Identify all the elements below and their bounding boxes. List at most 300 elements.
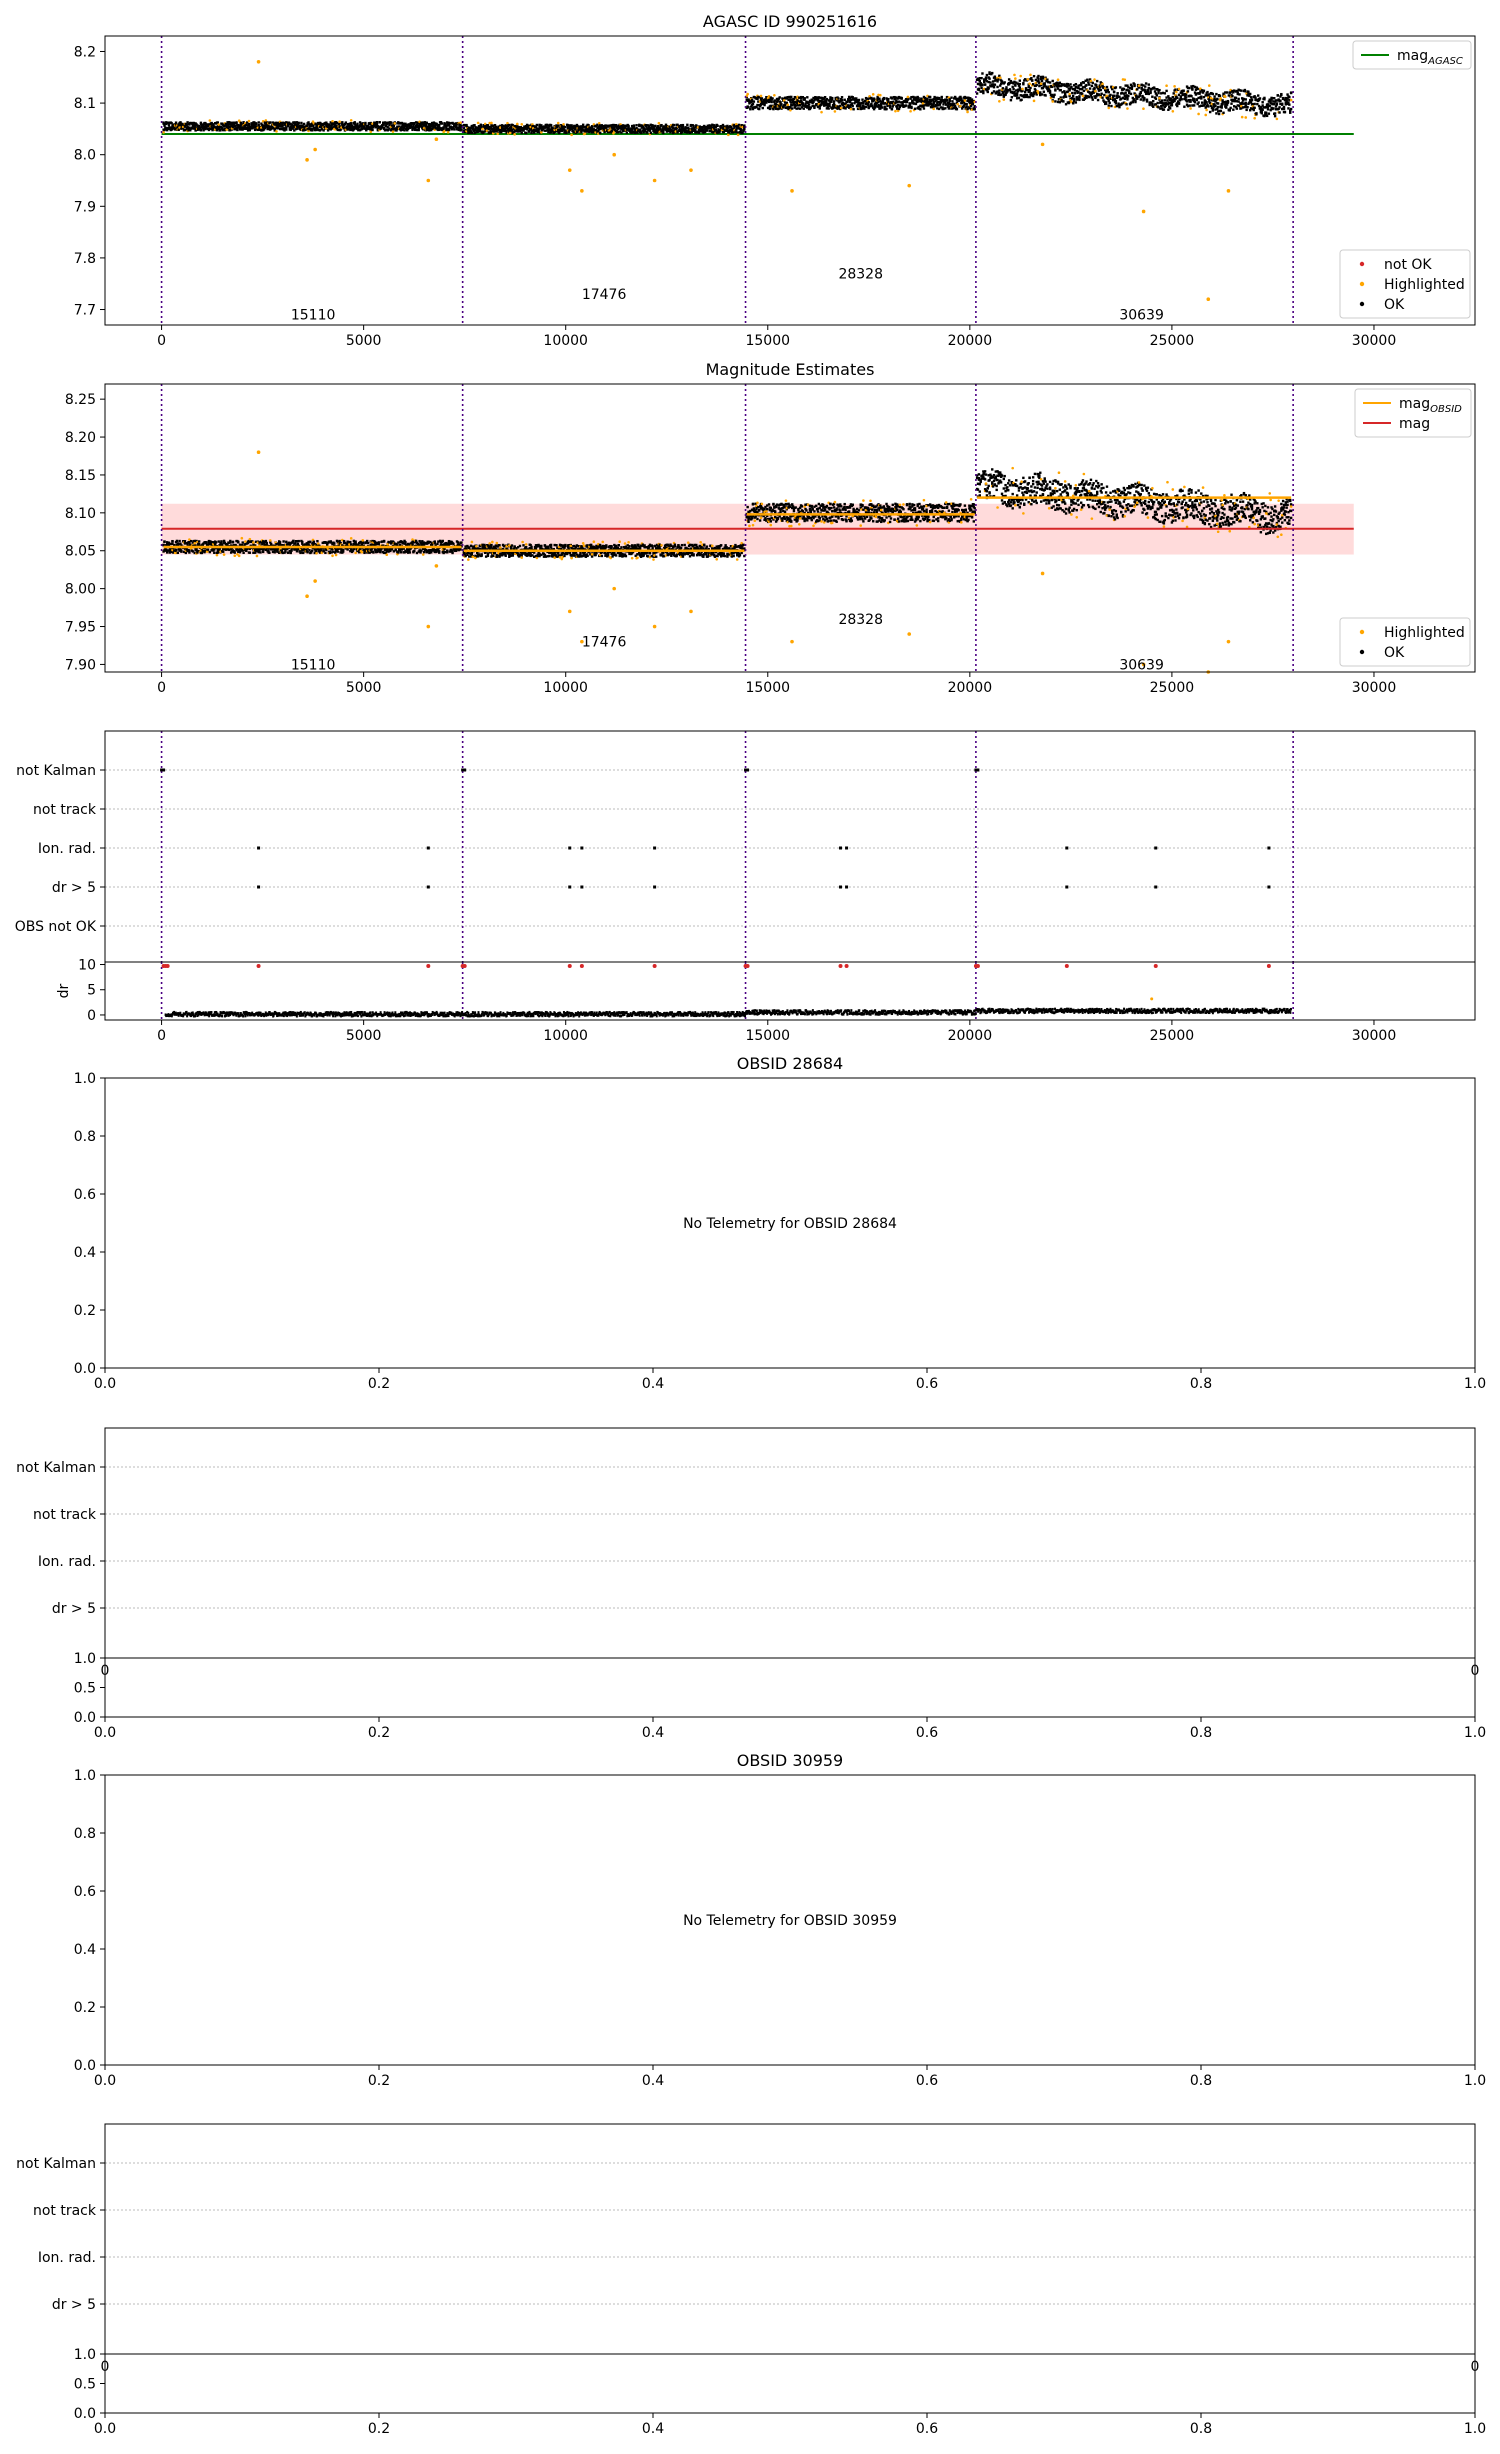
ok-point [1072,102,1074,104]
ok-point [806,96,808,98]
ok-point [249,552,251,554]
ok-point [1019,79,1021,81]
ok-point [716,125,718,127]
ok-point [1253,103,1255,105]
ok-point [1244,89,1246,91]
ok-point [1041,93,1043,95]
highlighted-point [1051,100,1054,103]
ok-point [234,551,236,553]
ok-point [269,121,271,123]
ok-point [274,551,276,553]
ok-point [1043,91,1045,93]
ok-point [1189,104,1191,106]
ok-point [259,551,261,553]
highlighted-point [1029,74,1032,77]
ok-point [1253,107,1255,109]
ok-point [262,551,264,553]
ok-point [1238,93,1240,95]
ok-point [163,541,165,543]
ok-point [881,106,883,108]
ok-point [255,123,257,125]
ok-point [364,122,366,124]
ok-point [1145,82,1147,84]
obsid-label: 30639 [1119,308,1164,324]
ok-point [1178,102,1180,104]
highlighted-point [1126,107,1129,110]
obsid-label: 15110 [291,308,336,324]
ok-point [1148,83,1150,85]
ok-point [1215,93,1217,95]
highlighted-point [999,76,1002,79]
highlighted-point [1019,75,1022,78]
ok-point [883,98,885,100]
ok-point [762,107,764,109]
ok-point [944,107,946,109]
ok-point [1153,87,1155,89]
ok-point [1197,88,1199,90]
ok-point [1193,104,1195,106]
legend-label-sub: AGASC [1427,56,1463,67]
ok-point [988,78,990,80]
ok-point [1200,97,1202,99]
ok-point [650,132,652,134]
ok-point [891,108,893,110]
ok-point [615,124,617,126]
ok-point [1209,111,1211,113]
highlighted-point [737,134,740,137]
highlighted-point [879,94,882,97]
ok-point [980,87,982,89]
ok-point [858,99,860,101]
ok-point [1173,92,1175,94]
ok-point [1290,92,1292,94]
ok-point [1089,87,1091,89]
ok-point [175,121,177,123]
ok-point [1261,109,1263,111]
ok-point [1091,85,1093,87]
ok-point [1205,101,1207,103]
ok-point [309,541,311,543]
ok-point [1259,97,1261,99]
highlighted-point [490,122,493,125]
ok-point [770,101,772,103]
ok-point [965,105,967,107]
ok-point [1266,115,1268,117]
ok-point [460,128,462,130]
y-tick-label: 8.1 [74,96,96,112]
highlighted-point [786,104,789,107]
ok-point [993,86,995,88]
ok-point [1029,87,1031,89]
highlighted-point [959,105,962,108]
highlighted-point [241,537,244,540]
ok-point [1099,86,1101,88]
highlighted-point [562,123,565,126]
ok-point [242,552,244,554]
ok-point [1083,90,1085,92]
ok-point [906,101,908,103]
highlighted-point [350,537,353,540]
highlighted-point [1027,78,1030,81]
ok-point [868,101,870,103]
ok-point [1274,115,1276,117]
ok-point [1014,84,1016,86]
ok-point [780,103,782,105]
ok-point [1033,75,1035,77]
legend-label: Highlighted [1384,277,1465,293]
ok-point [878,98,880,100]
ok-point [1022,83,1024,85]
ok-point [1003,81,1005,83]
ok-point [1085,84,1087,86]
panel-magnitude-estimates [65,360,1475,696]
ok-point [536,124,538,126]
ok-point [1087,81,1089,83]
ok-point [184,540,186,542]
ok-point [1092,82,1094,84]
ok-point [1113,91,1115,93]
ok-point [1176,97,1178,99]
ok-point [1290,108,1292,110]
ok-point [1156,102,1158,104]
highlighted-point [385,553,388,556]
ok-point [972,103,974,105]
x-tick-label: 5000 [346,333,382,349]
ok-point [550,124,552,126]
ok-point [1278,106,1280,108]
ok-point [1222,112,1224,114]
ok-point [1044,94,1046,96]
highlighted-point [998,100,1001,103]
highlighted-point [1178,88,1181,91]
ok-point [285,128,287,130]
x-tick-label: 25000 [1150,333,1195,349]
ok-point [292,540,294,542]
ok-point [207,548,209,550]
highlighted-point [1057,78,1060,81]
ok-point [1287,107,1289,109]
ok-point [1283,106,1285,108]
ok-point [1100,89,1102,91]
highlighted-point [727,134,730,137]
ok-point [294,542,296,544]
ok-point [279,541,281,543]
ok-point [981,72,983,74]
highlighted-point [907,184,911,188]
highlighted-point [459,121,462,124]
ok-point [865,106,867,108]
ok-point [1065,96,1067,98]
highlighted-point [1013,74,1016,77]
ok-point [1253,109,1255,111]
highlighted-point [1002,98,1005,101]
highlighted-point [689,168,693,172]
ok-point [1075,83,1077,85]
ok-point [1188,87,1190,89]
ok-point [1157,92,1159,94]
ok-point [1010,99,1012,101]
ok-point [1274,112,1276,114]
ok-point [1185,93,1187,95]
ok-point [1257,94,1259,96]
highlighted-point [850,108,853,111]
highlighted-point [335,554,338,557]
ok-point [1011,86,1013,88]
ok-point [1030,77,1032,79]
highlighted-point [1205,109,1208,112]
highlighted-point [932,108,935,111]
ok-point [1143,97,1145,99]
ok-point [1125,103,1127,105]
ok-point [1116,92,1118,94]
ok-point [887,98,889,100]
ok-point [991,72,993,74]
ok-point [1161,99,1163,101]
ok-point [568,131,570,133]
highlighted-point [1276,118,1279,121]
highlighted-point [1158,97,1161,100]
highlighted-point [427,179,431,183]
ok-point [1101,97,1103,99]
ok-point [1131,88,1133,90]
ok-point [1229,109,1231,111]
ok-point [1155,98,1157,100]
y-tick-label: 7.9 [74,199,96,215]
ok-point [1011,96,1013,98]
ok-point [1247,91,1249,93]
ok-point [1002,87,1004,89]
ok-point [1105,103,1107,105]
ok-point [448,129,450,131]
ok-point [1235,97,1237,99]
highlighted-point [612,153,616,157]
ok-point [1044,82,1046,84]
ok-point [649,130,651,132]
ok-point [229,541,231,543]
ok-point [258,121,260,123]
ok-point [222,551,224,553]
highlighted-point [313,148,317,152]
ok-point [633,125,635,127]
highlighted-point [496,132,499,135]
ok-point [284,550,286,552]
ok-point [177,552,179,554]
ok-point [473,124,475,126]
ok-point [919,108,921,110]
highlighted-point [1290,99,1293,102]
ok-point [1024,91,1026,93]
ok-point [1219,95,1221,97]
ok-point [627,125,629,127]
ok-point [1107,89,1109,91]
ok-point [441,122,443,124]
ok-point [1207,105,1209,107]
ok-point [984,83,986,85]
ok-point [946,99,948,101]
ok-point [791,107,793,109]
ok-point [337,550,339,552]
ok-point [1218,113,1220,115]
ok-point [994,75,996,77]
ok-point [852,105,854,107]
ok-point [303,123,305,125]
ok-point [1115,100,1117,102]
ok-point [749,108,751,110]
highlighted-point [331,554,334,557]
ok-point [1042,76,1044,78]
ok-point [1049,81,1051,83]
ok-point [1245,109,1247,111]
highlighted-point [557,122,560,125]
ok-point [248,124,250,126]
highlighted-point [964,99,967,102]
highlighted-point [1142,107,1145,110]
highlighted-point [249,538,252,541]
ok-point [371,129,373,131]
ok-point [1127,95,1129,97]
ok-point [1213,95,1215,97]
ok-point [1221,106,1223,108]
highlighted-point [907,96,910,99]
highlighted-point [393,122,396,125]
ok-point [1049,90,1051,92]
ok-point [1231,95,1233,97]
highlighted-point [894,110,897,113]
ok-point [1232,108,1234,110]
ok-point [1171,104,1173,106]
ok-point [771,97,773,99]
ok-point [1158,89,1160,91]
ok-point [819,107,821,109]
ok-point [1130,93,1132,95]
ok-point [1019,83,1021,85]
ok-point [1183,106,1185,108]
ok-point [1093,88,1095,90]
ok-point [316,540,318,542]
obsid-label: 28328 [838,266,883,282]
ok-point [1156,94,1158,96]
highlighted-point [1014,77,1017,80]
ok-point [1191,88,1193,90]
ok-point [1131,85,1133,87]
highlighted-point [447,131,450,134]
ok-point [1278,111,1280,113]
ok-point [1240,89,1242,91]
ok-point [372,551,374,553]
ok-point [1088,83,1090,85]
ok-point [366,540,368,542]
ok-point [313,541,315,543]
ok-point [998,89,1000,91]
ok-point [1226,91,1228,93]
highlighted-point [909,110,912,113]
highlighted-point [1068,93,1071,96]
ok-point [769,108,771,110]
legend-point-swatch [1360,282,1364,286]
ok-point [1016,94,1018,96]
ok-point [1054,89,1056,91]
ok-point [1284,111,1286,113]
y-tick-label: 7.7 [74,303,96,319]
highlighted-point [477,122,480,125]
ok-point [1119,86,1121,88]
ok-point [1254,96,1256,98]
ok-point [1236,107,1238,109]
highlighted-point [338,120,341,123]
ok-point [827,107,829,109]
highlighted-point [580,189,584,193]
ok-point [215,541,217,543]
ok-point [1073,98,1075,100]
highlighted-point [1206,297,1210,301]
ok-point [1190,95,1192,97]
ok-point [1054,100,1056,102]
ok-point [1109,94,1111,96]
legend-point-swatch [1360,302,1364,306]
ok-point [1078,99,1080,101]
ok-point [885,108,887,110]
ok-point [1115,102,1117,104]
ok-point [1227,101,1229,103]
ok-point [790,96,792,98]
highlighted-point [315,552,318,555]
ok-point [1245,98,1247,100]
highlighted-point [509,132,512,135]
ok-point [1230,102,1232,104]
ok-point [298,540,300,542]
ok-point [308,549,310,551]
ok-point [941,96,943,98]
ok-point [220,540,222,542]
highlighted-point [1172,110,1175,113]
ok-point [1133,85,1135,87]
ok-point [1075,101,1077,103]
highlighted-point [361,551,364,554]
highlighted-point [1107,107,1110,110]
ok-point [654,125,656,127]
highlighted-point [598,122,601,125]
highlighted-point [1208,84,1211,87]
ok-point [1115,86,1117,88]
ok-point [956,108,958,110]
ok-point [393,125,395,127]
highlighted-point [317,542,320,545]
ok-point [923,107,925,109]
ok-point [841,96,843,98]
ok-point [453,128,455,130]
ok-point [986,74,988,76]
highlighted-point [820,111,823,114]
ok-point [914,108,916,110]
ok-point [599,132,601,134]
ok-point [1031,79,1033,81]
highlighted-point [1028,82,1031,85]
ok-point [1108,102,1110,104]
ok-point [1194,101,1196,103]
highlighted-point [435,137,439,141]
ok-point [1151,96,1153,98]
ok-point [813,107,815,109]
ok-point [1166,99,1168,101]
ok-point [1052,80,1054,82]
ok-point [873,97,875,99]
highlighted-point [238,555,241,558]
highlighted-point [1094,90,1097,93]
ok-point [1229,107,1231,109]
highlighted-point [540,131,543,134]
ok-point [1255,112,1257,114]
highlighted-point [217,123,220,126]
